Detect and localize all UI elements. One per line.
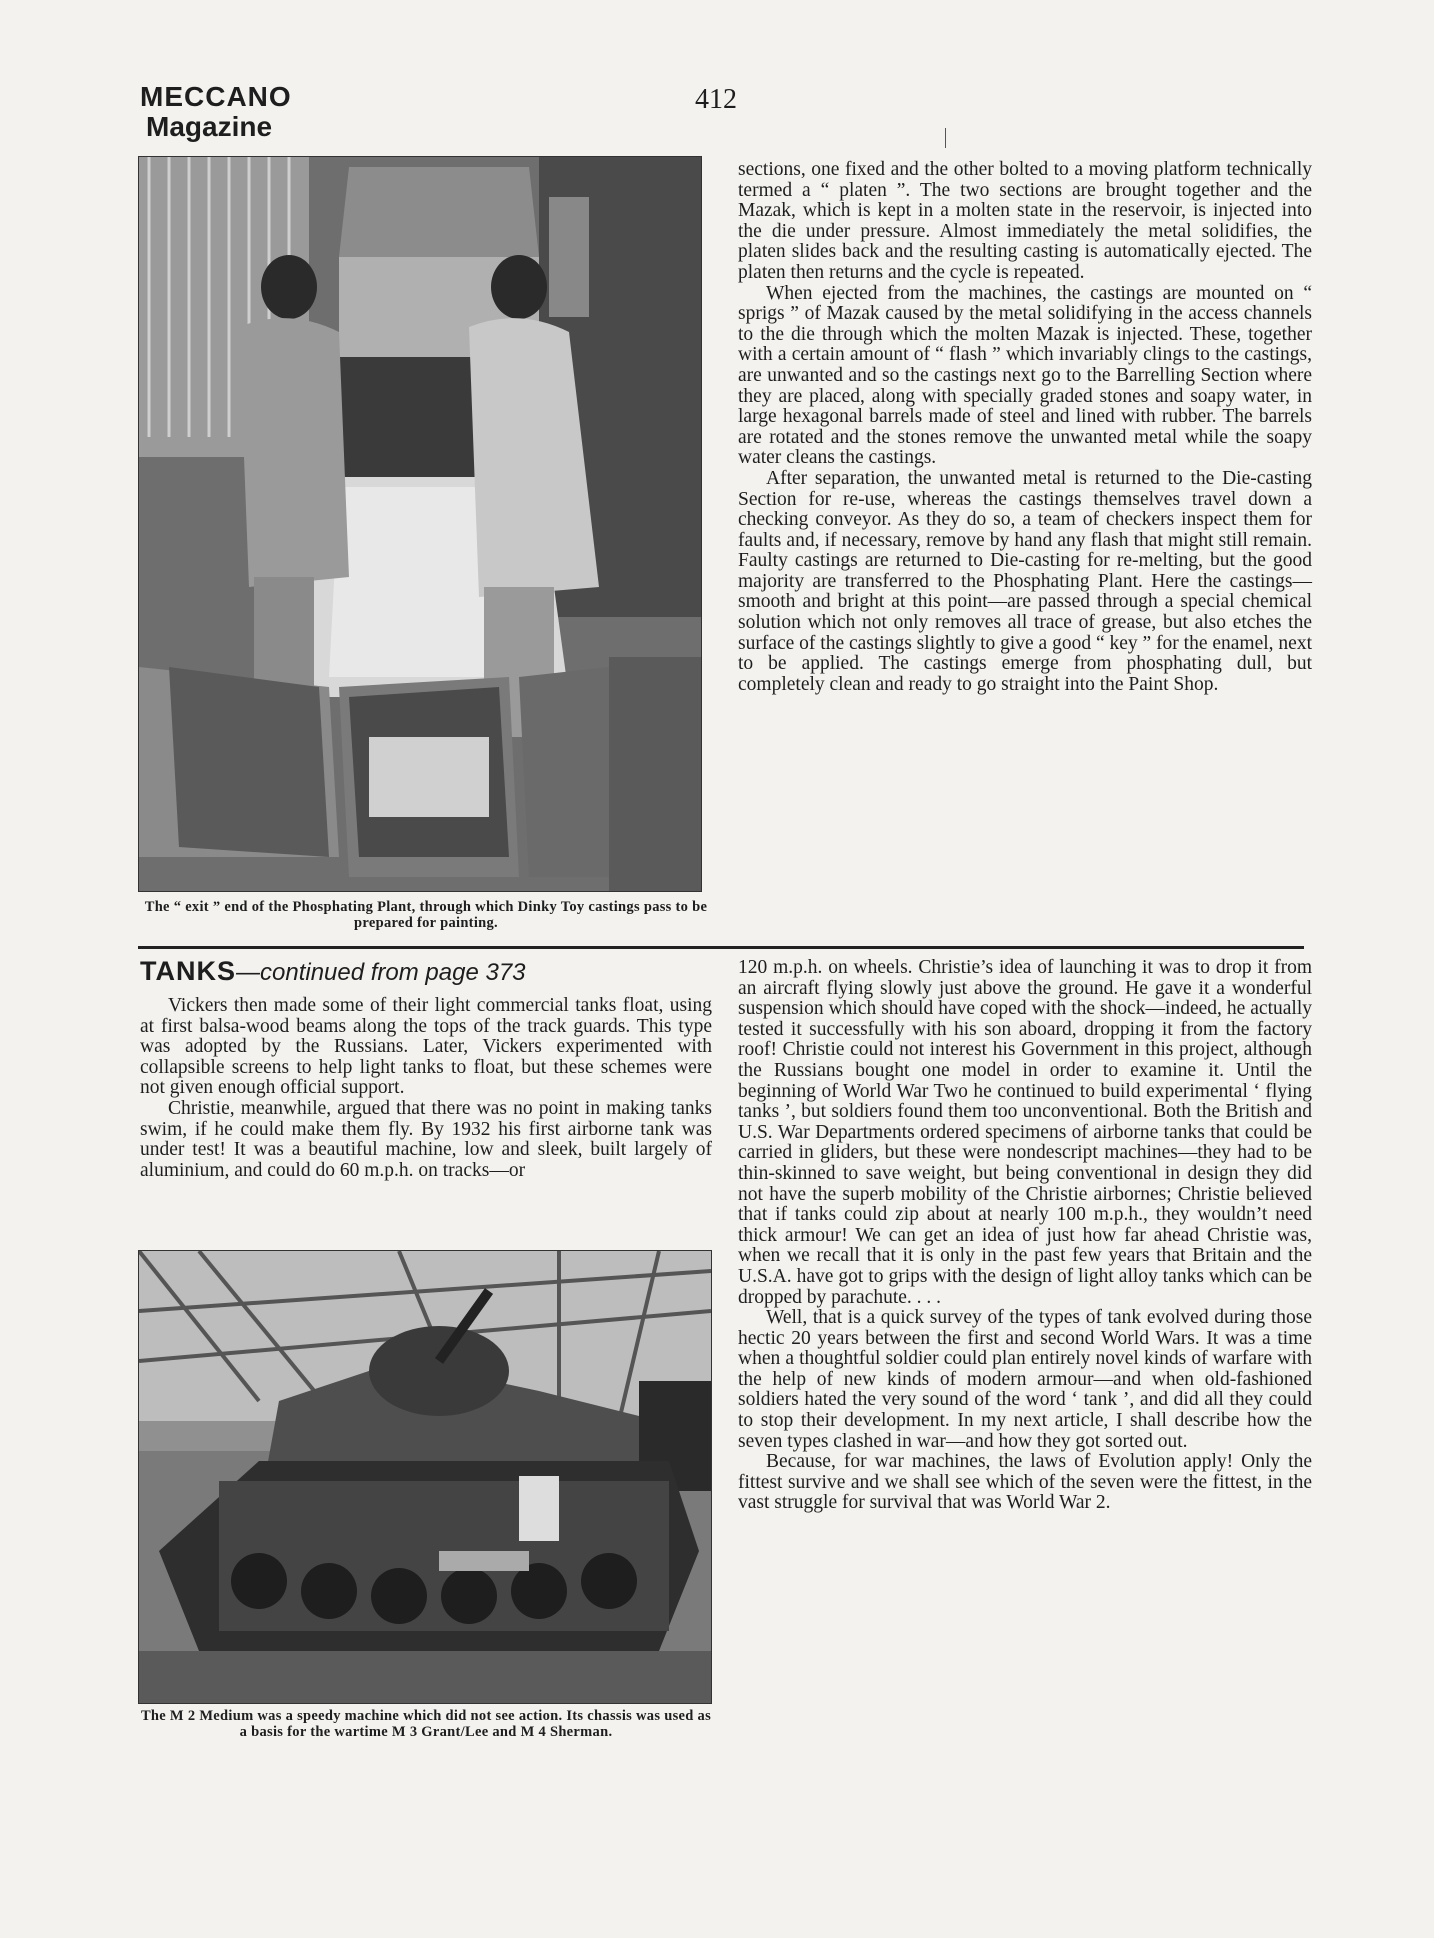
- tanks-title: TANKS: [140, 956, 236, 986]
- masthead-subtitle: Magazine: [146, 111, 273, 142]
- photo-caption-bottom: The M 2 Medium was a speedy machine which did not see action. Its chassis was used as a basis for the wartime M 3 Grant/Lee and M 4 Sherman.: [140, 1708, 712, 1740]
- phosphating-plant-photo: [138, 156, 702, 892]
- masthead-title: MECCANO: [140, 81, 292, 112]
- margin-mark: [945, 128, 946, 148]
- photo-caption-top: The “ exit ” end of the Phosphating Plant, through which Dinky Toy castings pass to be prepared for painting.: [144, 899, 708, 931]
- m2-medium-tank-photo: [138, 1250, 712, 1704]
- page-number: 412: [695, 84, 737, 115]
- paragraph: Vickers then made some of their light commercial tanks float, using at first balsa-wood beams along the tops of the track guards. This type was adopted by the Russians. Later, Vickers experimented with collapsible screens to help light tanks to float, but these schemes were not given enough official support.: [140, 995, 712, 1099]
- paragraph: Christie, meanwhile, argued that there was no point in making tanks swim, if he could make them fly. By 1932 his first airborne tank was under test! It was a beautiful machine, low and sleek, built largely of aluminium, and could do 60 m.p.h. on tracks—or: [140, 1097, 712, 1181]
- section-divider: [138, 946, 1304, 949]
- article-column-top-right: [738, 160, 1312, 695]
- paragraph: 120 m.p.h. on wheels. Christie’s idea of launching it was to drop it from an aircraft flying slowly just above the ground. He gave it a wonderful suspension which should have coped with the shock—indeed, he actually tested it successfully with his son aboard, dropping it from the factory roof! Christie could not interest his Government in this project, although the Russians bought one model in order to examine it. Until the beginning of World War Two he continued to build experimental ‘ flying tanks ’, but soldiers found them too unconventional. Both the British and U.S. War Departments ordered specimens of airborne tanks that could be carried in gliders, but these were nondescript machines—they had to be thin-skinned to save weight, but being conventional in design they did not have the superb mobility of the Christie airbornes; Christie believed that if tanks could zip about at nearly 100 m.p.h., they wouldn’t need thick armour! We can get an idea of just how far ahead Christie was, when we recall that it is only in the past few years that Britain and the U.S.A. have got to grips with the design of light alloy tanks which can be dropped by parachute. . . .: [738, 957, 1312, 1308]
- paragraph: Well, that is a quick survey of the types of tank evolved during those hectic 20 years between the first and second World Wars. It was a time when a thoughtful soldier could plan entirely novel kinds of warfare with the help of new kinds of modern armour—and when old-fashioned soldiers hated the very sound of the word ‘ tank ’, and did all they could to stop their development. In my next article, I shall describe how the seven types clashed in war—and how they got sorted out.: [738, 1307, 1312, 1452]
- tanks-column-left: [140, 996, 712, 1181]
- continued-note: —continued from page 373: [236, 959, 526, 986]
- tanks-heading: [140, 956, 526, 987]
- tanks-column-right: [738, 958, 1312, 1514]
- paragraph: sections, one fixed and the other bolted to a moving platform technically termed a “ platen ”. The two sections are brought together and the Mazak, which is kept in a molten state in the reservoir, is injected into the die under pressure. Almost immediately the metal solidifies, the platen slides back and the resulting casting is automatically ejected. The platen then returns and the cycle is repeated.: [738, 159, 1312, 283]
- paragraph: When ejected from the machines, the castings are mounted on “ sprigs ” of Mazak caused by the metal solidifying in the access channels to the die through which the molten Mazak is injected. These, together with a certain amount of “ flash ” which invariably clings to the castings, are unwanted and so the castings next go to the Barrelling Section where they are placed, along with specially graded stones and soapy water, in large hexagonal barrels made of steel and lined with rubber. The barrels are rotated and the stones remove the unwanted metal while the soapy water cleans the castings.: [738, 282, 1312, 469]
- paragraph: After separation, the unwanted metal is returned to the Die-casting Section for re-use, whereas the castings themselves travel down a checking conveyor. As they do so, a team of checkers inspect them for faults and, if necessary, remove by hand any flash that might still remain. Faulty castings are returned to Die-casting for re-melting, but the good majority are transferred to the Phosphating Plant. Here the castings—smooth and bright at this point—are passed through a special chemical solution which not only removes all trace of grease, but also etches the surface of the castings slightly to give a good “ key ” for the enamel, next to be applied. The castings emerge from phosphating dull, but completely clean and ready to go straight into the Paint Shop.: [738, 467, 1312, 695]
- paragraph: Because, for war machines, the laws of Evolution apply! Only the fittest survive and we shall see which of the seven were the fittest, in the vast struggle for survival that was World War 2.: [738, 1451, 1312, 1514]
- masthead: [140, 82, 292, 142]
